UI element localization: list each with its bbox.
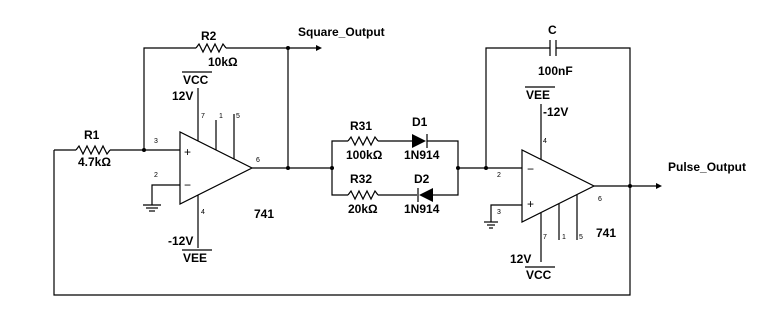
opamp-u2-vcc-value: 12V: [510, 252, 532, 266]
opamp-u1-part: 741: [254, 207, 275, 221]
pin-u2-out: 6: [598, 196, 602, 203]
pin-u2-v-minus: 4: [543, 138, 547, 145]
opamp-u1-plus-sign: +: [184, 145, 192, 159]
r2-name: R2: [201, 29, 217, 43]
pin-u1-aux1: 1: [219, 113, 223, 120]
pin-u1-in-minus: 2: [154, 172, 158, 179]
r32-name: R32: [350, 172, 373, 186]
junction-u2-out: [628, 184, 632, 188]
pin-u1-v-minus: 4: [201, 209, 205, 216]
square-output-label: Square_Output: [298, 25, 385, 39]
pin-u1-in-plus: 3: [154, 138, 158, 145]
junction-diode-left: [330, 166, 334, 170]
pulse-output-arrow: [656, 183, 662, 189]
square-output-arrow: [316, 45, 322, 51]
c-value: 100nF: [538, 64, 573, 78]
ground-u2: [484, 205, 522, 228]
d1-name: D1: [412, 115, 428, 129]
opamp-u2-minus-sign: −: [527, 162, 535, 176]
r1-name: R1: [84, 128, 100, 142]
opamp-u1-vcc-value: 12V: [172, 89, 194, 103]
opamp-u2-plus-sign: +: [527, 197, 535, 211]
junction-diode-right: [456, 166, 460, 170]
resistor-r1: [54, 146, 180, 154]
pulse-output-label: Pulse_Output: [668, 160, 747, 174]
pin-u2-aux1: 1: [562, 234, 566, 241]
c-name: C: [548, 23, 557, 37]
diode-d1: [412, 134, 426, 148]
opamp-u2-part: 741: [596, 226, 617, 240]
r31-value: 100kΩ: [346, 148, 383, 162]
pin-u2-in-minus: 2: [497, 172, 501, 179]
opamp-u2-vcc-label: VCC: [526, 268, 552, 282]
opamp-u1-minus-sign: −: [184, 178, 192, 192]
r31-name: R31: [350, 119, 373, 133]
opamp-u1-vcc-label: VCC: [183, 73, 209, 87]
d2-part: 1N914: [404, 202, 440, 216]
opamp-u2-vee-value: -12V: [543, 105, 569, 119]
pin-u2-v-plus: 7: [543, 234, 547, 241]
opamp-u1-vee-value: -12V: [168, 234, 194, 248]
d1-part: 1N914: [404, 148, 440, 162]
pin-u2-in-plus: 3: [497, 209, 501, 216]
pin-u1-out: 6: [256, 157, 260, 164]
opamp-u1-vee-label: VEE: [183, 251, 208, 265]
opamp-u2-triangle: [522, 150, 594, 222]
pin-u1-aux2: 5: [236, 113, 240, 120]
junction-u1-out: [286, 166, 290, 170]
opamp-u2: [497, 87, 616, 282]
r2-value: 10kΩ: [208, 55, 238, 69]
r32-value: 20kΩ: [348, 202, 378, 216]
r1-value: 4.7kΩ: [78, 155, 111, 169]
ground-u1: [143, 185, 180, 211]
pin-u1-v-plus: 7: [201, 113, 205, 120]
pin-u2-aux2: 5: [579, 234, 583, 241]
diode-d2: [419, 188, 433, 202]
opamp-u2-vee-label: VEE: [526, 88, 551, 102]
d2-name: D2: [414, 172, 430, 186]
junction-r2-out: [286, 46, 290, 50]
